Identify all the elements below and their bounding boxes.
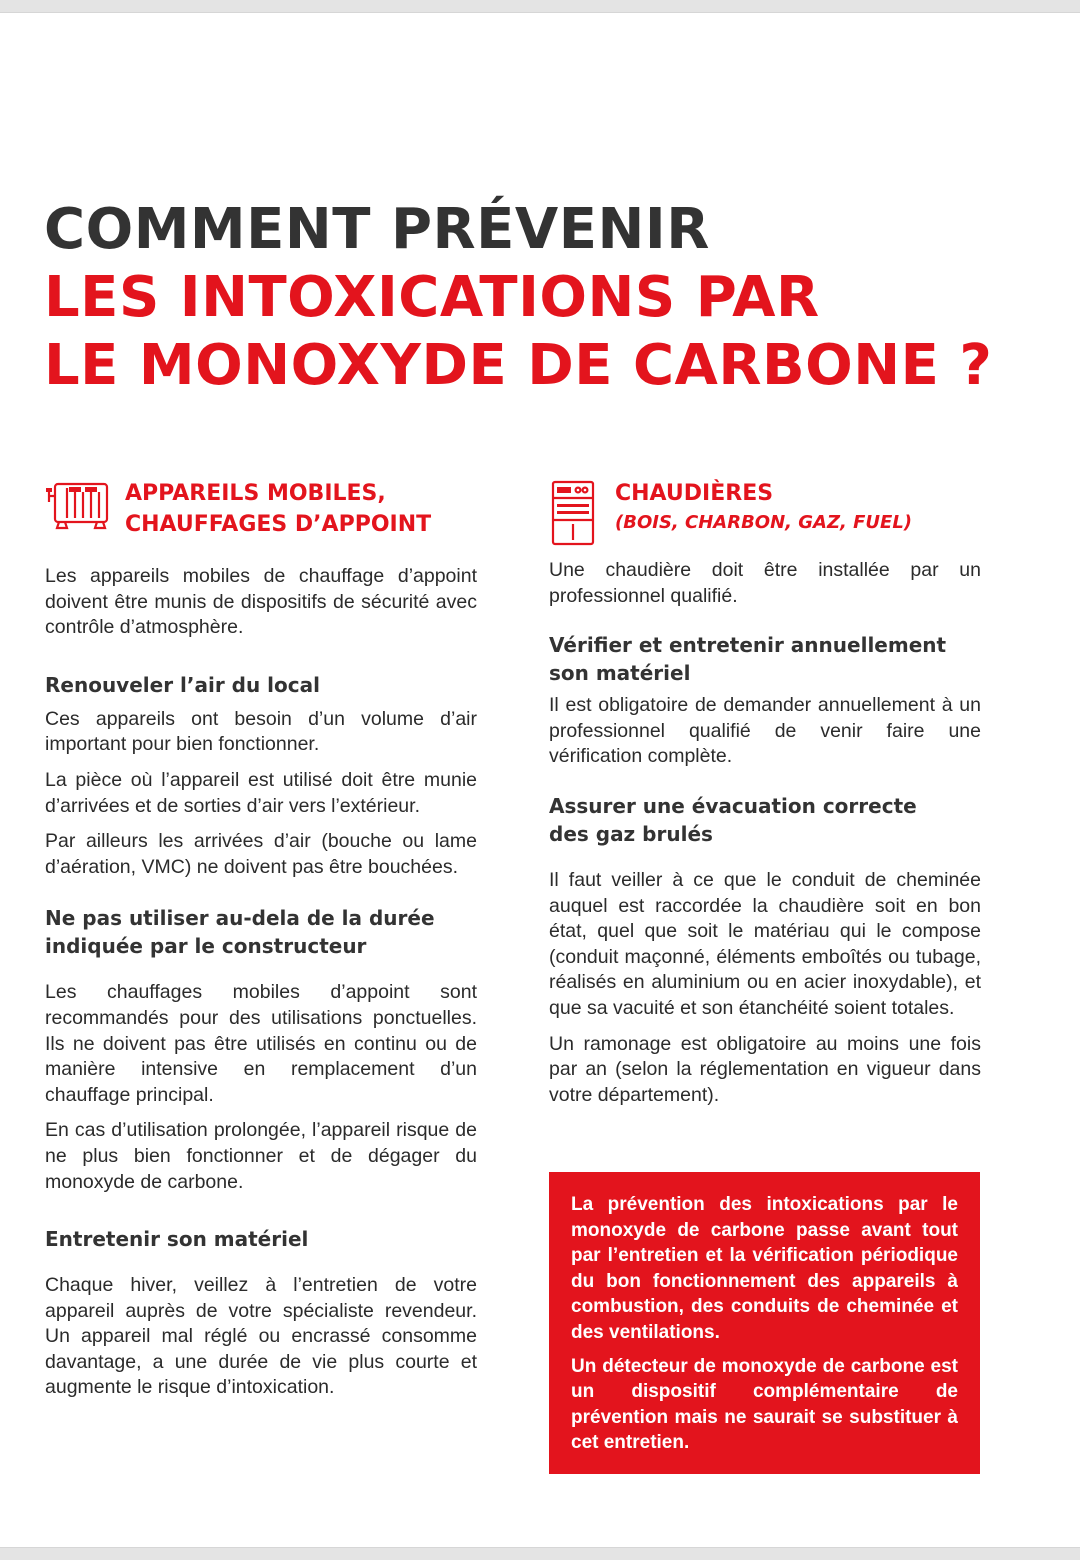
duration-heading-line-2: indiquée par le constructeur <box>45 934 367 959</box>
mobile-heaters-section <box>45 476 477 1411</box>
gas-evacuation-paragraph-1: Il faut veiller à ce que le conduit de cheminée auquel est raccordée la chaudière soit en bon état, quel que soit le matériau qui le compose (conduit maçonné, éléments emboîtés ou tubage, réalisés en aluminium ou en acier inoxydable), et que sa vacuité et son étanchéité soient totales. <box>549 868 981 1019</box>
mobile-heaters-heading-line-2: CHAUFFAGES D’APPOINT <box>125 512 432 537</box>
duration-heading <box>45 904 477 960</box>
duration-heading-line-1: Ne pas utiliser au-dela de la durée <box>45 906 435 931</box>
boilers-subheading: (BOIS, CHARBON, GAZ, FUEL) <box>615 512 913 533</box>
callout-paragraph-1: La prévention des intoxications par le monoxyde de carbone passe avant tout par l’entretien et la vérification périodique du bon fonctionnement des appareils à combustion, des conduits de cheminée et des ventilations. <box>571 1194 958 1343</box>
page-top-edge <box>0 0 1080 13</box>
renew-air-heading: Renouveler l’air du local <box>45 672 320 697</box>
maintenance-paragraph-1: Chaque hiver, veillez à l’entretien de votre appareil auprès de votre spécialiste revendeur. Un appareil mal réglé ou encrassé consomme davantage, a une durée de vie plus courte et augmente le risque d’intoxication. <box>45 1274 477 1399</box>
gas-evacuation-heading-line-1: Assurer une évacuation correcte <box>549 793 917 818</box>
annual-check-heading <box>549 631 981 687</box>
mobile-heaters-header <box>45 476 477 560</box>
renew-air-paragraph-2: La pièce où l’appareil est utilisé doit être munie d’arrivées et de sorties d’air vers l’extérieur. <box>45 768 477 817</box>
mobile-heaters-heading-line-1: APPAREILS MOBILES, <box>125 481 386 506</box>
maintenance-heading: Entretenir son matériel <box>45 1227 309 1252</box>
boilers-header <box>549 476 981 560</box>
page-title <box>44 196 992 400</box>
duration-paragraph-1: Les chauffages mobiles d’appoint sont recommandés pour des utilisations ponctuelles. Ils ne doivent pas être utilisés en continu ou de manière intensive en remplacement d’un chauffage principal. <box>45 981 477 1106</box>
boiler-icon <box>549 480 597 551</box>
title-line-3: LE MONOXYDE DE CARBONE ? <box>44 333 993 398</box>
duration-paragraph-2: En cas d’utilisation prolongée, l’appareil risque de ne plus bien fonctionner et de dégager du monoxyde de carbone. <box>45 1119 477 1193</box>
annual-check-paragraph-1: Il est obligatoire de demander annuellement à un professionnel qualifié de venir faire une vérification complète. <box>549 694 981 768</box>
renew-air-paragraph-3: Par ailleurs les arrivées d’air (bouche ou lame d’aération, VMC) ne doivent pas être bouchées. <box>45 830 477 878</box>
mobile-heaters-heading <box>125 478 431 540</box>
boilers-heading: CHAUDIÈRES <box>615 481 774 506</box>
prevention-callout <box>549 1172 980 1474</box>
boilers-section <box>549 476 981 1118</box>
title-line-1: COMMENT PRÉVENIR <box>44 197 710 262</box>
gas-evacuation-heading-line-2: des gaz brulés <box>549 821 713 846</box>
mobile-heater-icon <box>45 480 111 535</box>
mobile-heaters-intro: Les appareils mobiles de chauffage d’appoint doivent être munis de dispositifs de sécurité avec contrôle d’atmosphère. <box>45 565 477 639</box>
annual-check-heading-line-2: son matériel <box>549 661 691 686</box>
title-line-2: LES INTOXICATIONS PAR <box>44 265 820 330</box>
gas-evacuation-paragraph-2: Un ramonage est obligatoire au moins une fois par an (selon la réglementation en vigueur dans votre département). <box>549 1032 981 1106</box>
callout-paragraph-2: Un détecteur de monoxyde de carbone est un dispositif complémentaire de prévention mais ne saurait se substituer à cet entretien. <box>571 1355 958 1454</box>
gas-evacuation-heading <box>549 792 981 848</box>
annual-check-heading-line-1: Vérifier et entretenir annuellement <box>549 633 947 658</box>
boilers-intro: Une chaudière doit être installée par un professionnel qualifié. <box>549 559 981 607</box>
renew-air-paragraph-1: Ces appareils ont besoin d’un volume d’air important pour bien fonctionner. <box>45 707 477 756</box>
page-bottom-edge <box>0 1547 1080 1560</box>
